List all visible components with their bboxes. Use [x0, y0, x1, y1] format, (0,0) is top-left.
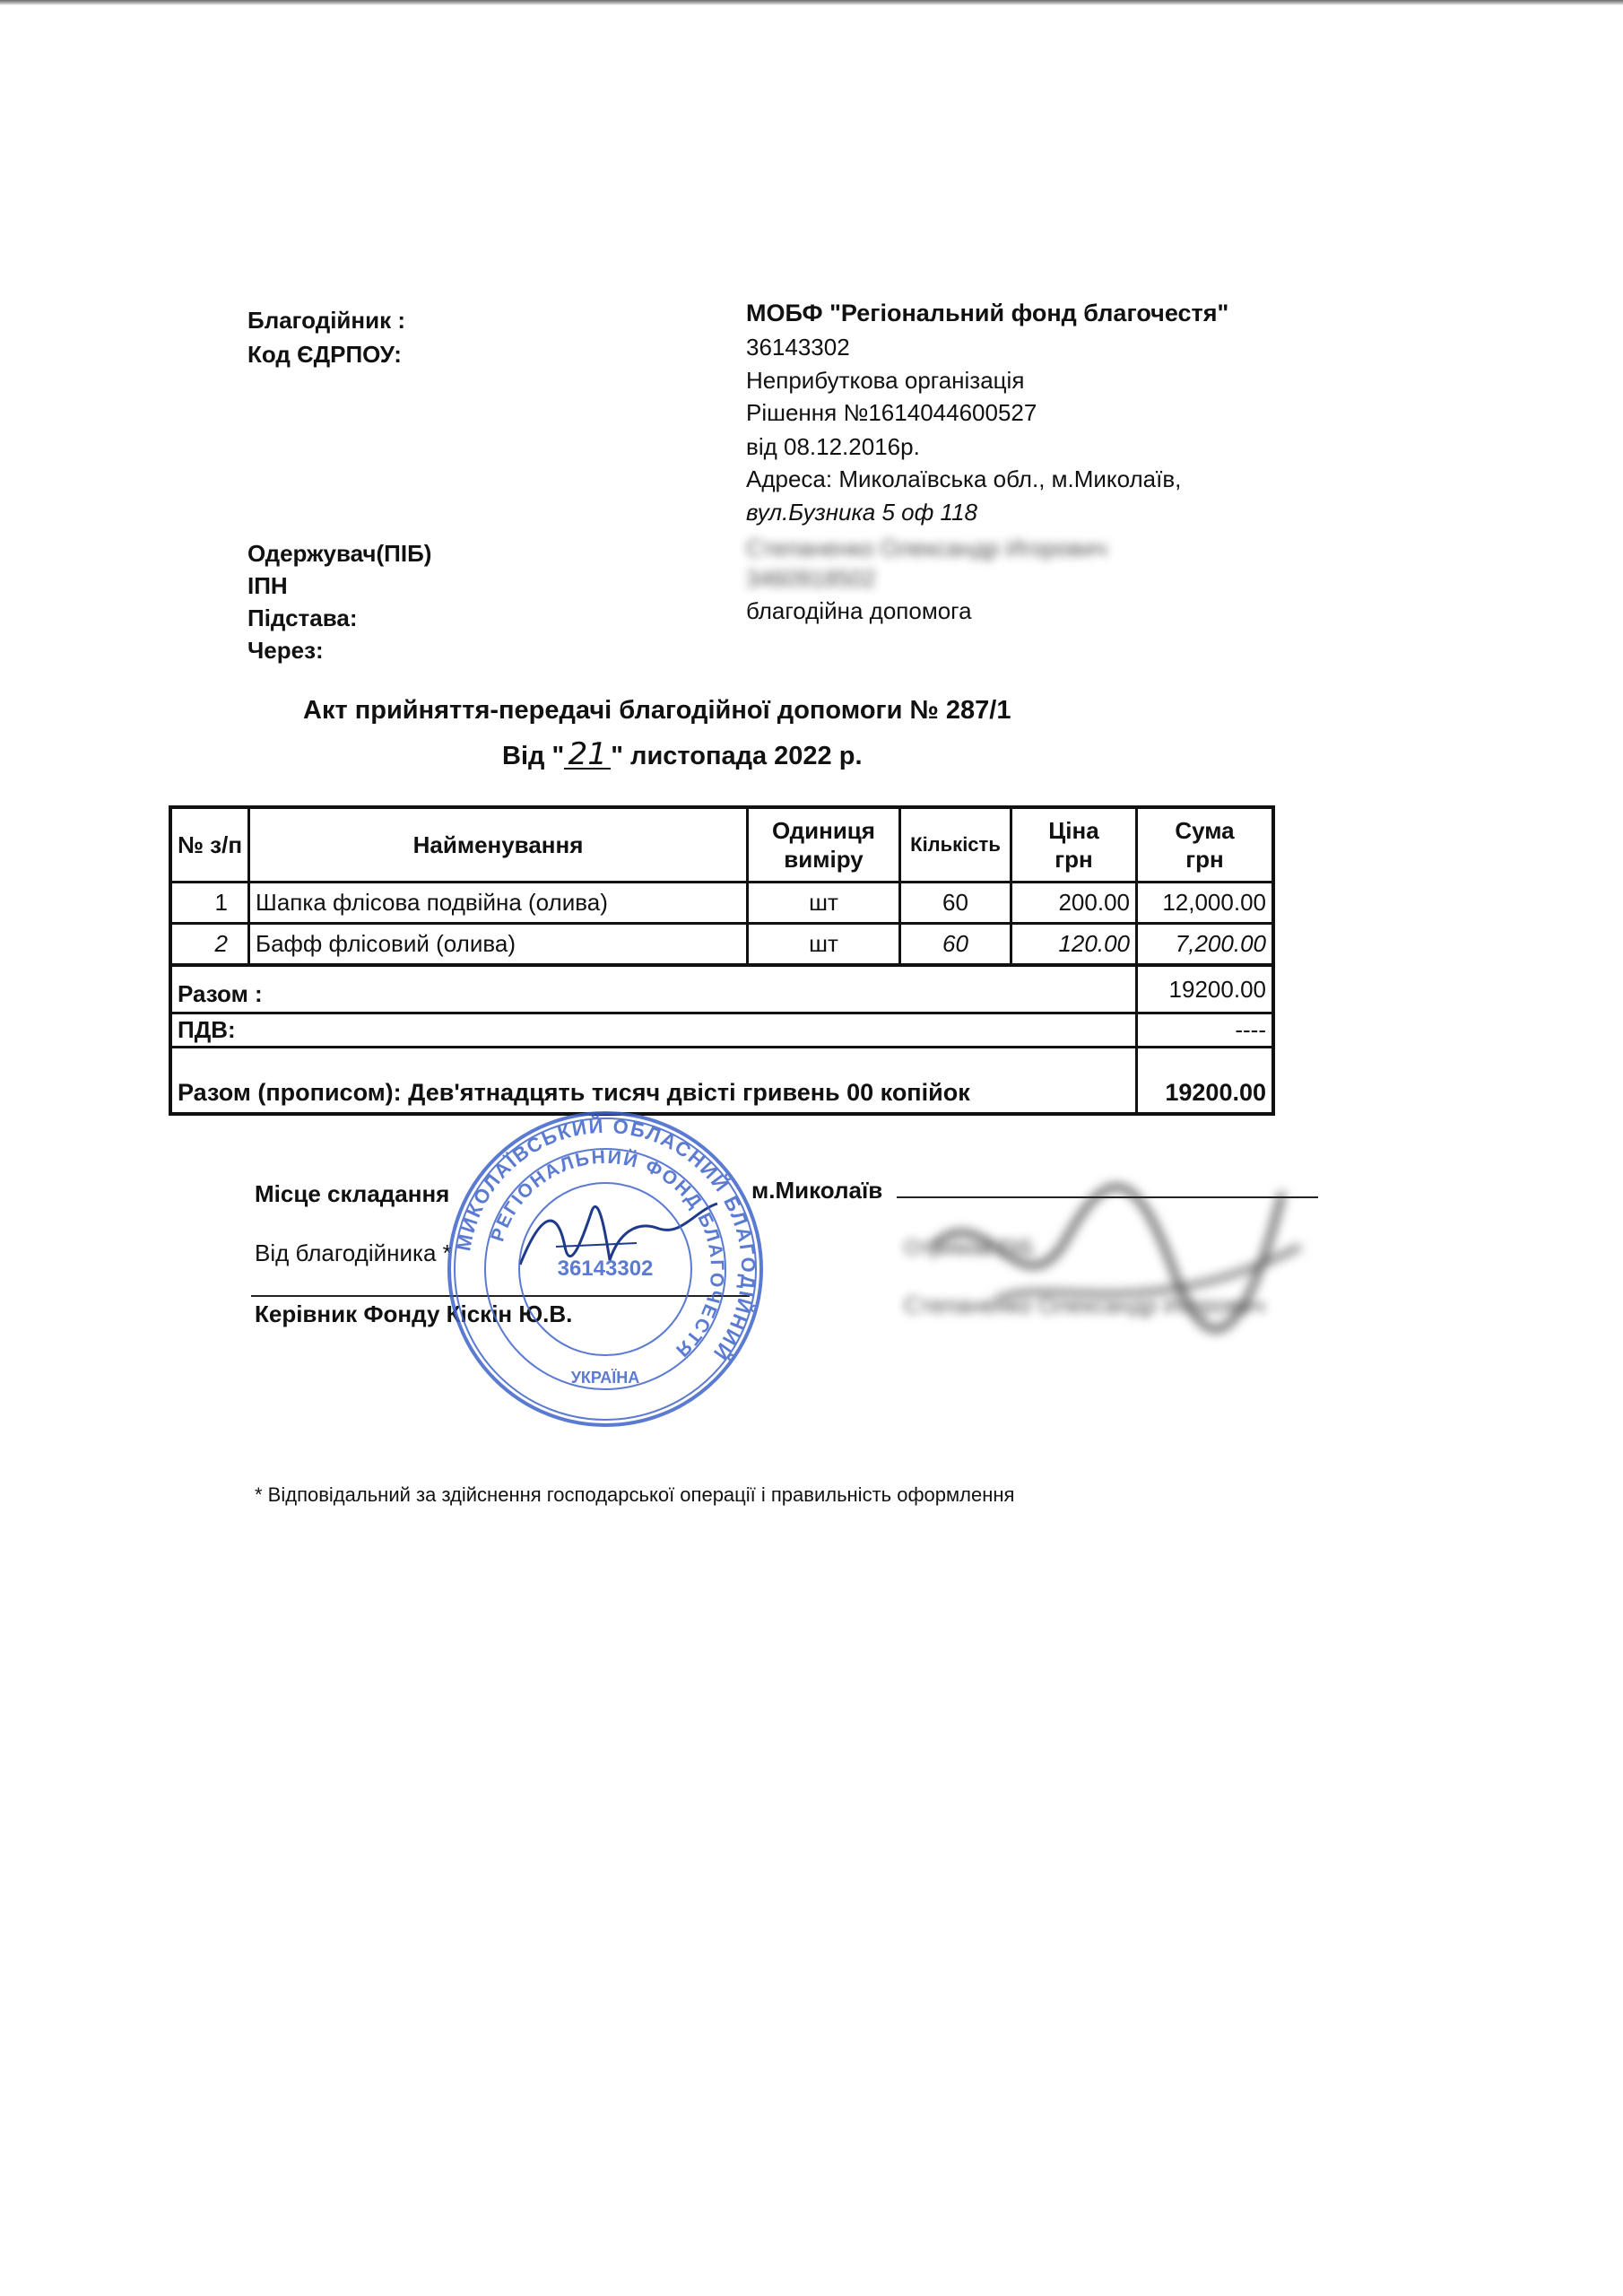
row-2-num: 2	[214, 930, 228, 957]
act-date	[502, 736, 863, 772]
recipient-signature-redacted: Отримав ПІБ	[904, 1236, 1035, 1260]
via-label: Через:	[247, 637, 324, 664]
donor-name: МОБФ "Регіональний фонд благочестя"	[746, 300, 1229, 326]
total-in-words: Разом (прописом): Дев'ятнадцять тисяч двісті гривень 00 копійок	[178, 1079, 970, 1106]
stamp-country: УКРАЇНА	[570, 1369, 640, 1387]
act-title: Акт прийняття-передачі благодійної допомоги № 287/1	[303, 696, 1011, 725]
act-date-suffix: " листопада 2022 р.	[611, 742, 863, 770]
basis-value: благодійна допомога	[746, 597, 972, 624]
act-date-day: 21	[564, 741, 611, 770]
stamp-inner-text: РЕГІОНАЛЬНИЙ ФОНД БЛАГОЧЕСТЯ	[487, 1146, 728, 1362]
recipient-value-redacted: Степаненко Олександр Игорович	[746, 535, 1107, 561]
row-2-sum: 7,200.00	[1175, 930, 1266, 957]
org-type: Неприбуткова організація	[746, 367, 1025, 394]
recipient-label: Одержувач(ПІБ)	[247, 540, 432, 567]
place-value: м.Миколаїв	[751, 1177, 883, 1204]
svg-text:РЕГІОНАЛЬНИЙ ФОНД БЛАГОЧЕСТЯ	[487, 1147, 727, 1362]
scan-top-edge	[0, 0, 1623, 5]
row-2-unit: шт	[809, 930, 838, 957]
row-1-num: 1	[214, 889, 228, 916]
official-stamp	[445, 1109, 766, 1430]
header-num: № з/п	[177, 831, 243, 858]
ipn-value-redacted: 3460918502	[746, 565, 876, 592]
row-2-name: Бафф флісовий (олива)	[256, 930, 516, 957]
row-2-price: 120.00	[1058, 930, 1130, 957]
header-unit: Одиниця виміру	[772, 817, 875, 873]
recipient-handwritten-signature-redacted	[906, 1139, 1327, 1354]
basis-label: Підстава:	[247, 604, 358, 631]
ipn-label: ІПН	[247, 572, 288, 599]
recipient-name-redacted: Степаненко Олександр Игорович	[904, 1292, 1265, 1318]
total-in-words-value: 19200.00	[1165, 1079, 1266, 1106]
head-of-fund: Керівник Фонду Кіскін Ю.В.	[255, 1300, 573, 1327]
header-qty: Кількість	[910, 833, 1001, 856]
row-1-sum: 12,000.00	[1162, 889, 1266, 916]
vat-label: ПДВ:	[178, 1016, 236, 1043]
act-date-prefix: Від "	[502, 742, 565, 770]
total-value: 19200.00	[1168, 975, 1266, 1003]
row-1-unit: шт	[809, 889, 838, 916]
place-label: Місце складання	[255, 1180, 450, 1207]
header-price: Ціна грн	[1048, 817, 1099, 873]
items-table	[169, 805, 1275, 1116]
stamp-code: 36143302	[557, 1257, 654, 1281]
stamp-outer-text: МИКОЛАЇВСЬКИЙ ОБЛАСНИЙ БЛАГОДІЙНИЙ	[452, 1114, 760, 1365]
edrpou-value: 36143302	[746, 334, 850, 361]
edrpou-label: Код ЄДРПОУ:	[247, 341, 402, 368]
decision-number: Рішення №1614044600527	[746, 399, 1037, 426]
row-1-price: 200.00	[1058, 889, 1130, 916]
address-line-2: вул.Бузника 5 оф 118	[746, 499, 978, 526]
row-1-name: Шапка флісова подвійна (олива)	[256, 889, 608, 916]
footnote: * Відповідальний за здійснення господарської операції і правильність оформлення	[255, 1483, 1015, 1506]
row-2-qty: 60	[942, 930, 968, 957]
header-sum: Сума грн	[1175, 817, 1235, 873]
total-label: Разом :	[178, 980, 263, 1007]
decision-date: від 08.12.2016р.	[746, 433, 920, 460]
donor-label: Благодійник :	[247, 307, 405, 334]
header-name: Найменування	[412, 831, 584, 858]
row-1-qty: 60	[942, 889, 968, 916]
vat-value: ----	[1235, 1016, 1266, 1043]
address-line-1: Адреса: Миколаївська обл., м.Миколаїв,	[746, 465, 1182, 492]
from-donor-label: Від благодійника *	[255, 1239, 452, 1266]
